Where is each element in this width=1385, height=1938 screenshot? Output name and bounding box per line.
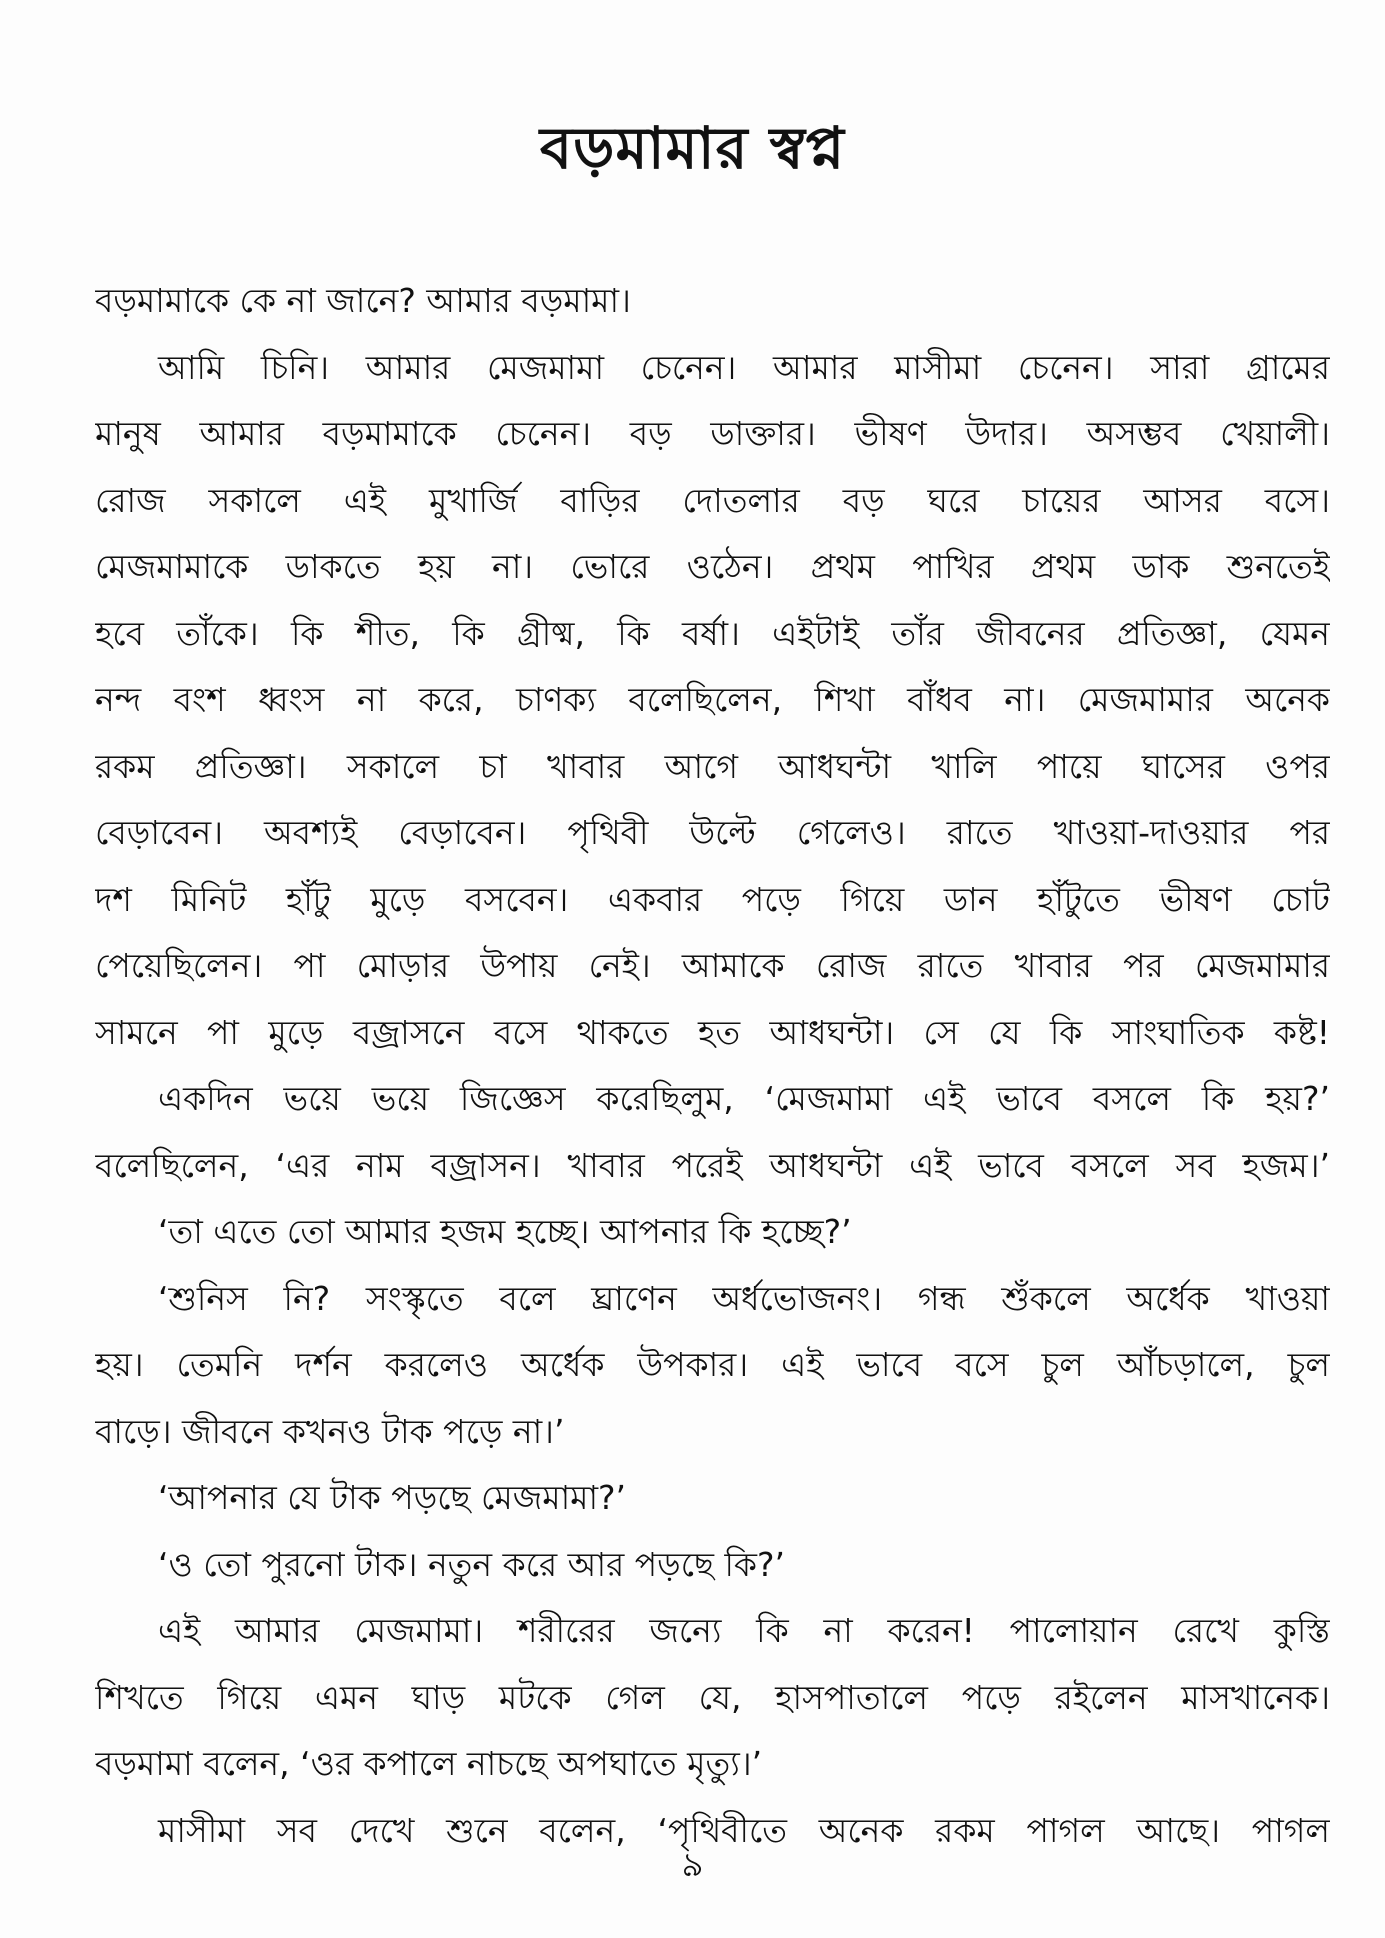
text-line: ‘শুনিস নি? সংস্কৃতে বলে ঘ্রাণেন অর্ধভোজনং। গন্ধ শুঁকলে অর্ধেক খাওয়া bbox=[158, 1278, 1330, 1318]
text-line: মাসীমা সব দেখে শুনে বলেন, ‘পৃথিবীতে অনেক রকম পাগল আছে। পাগল bbox=[158, 1810, 1330, 1850]
text-line: হয়। তেমনি দর্শন করলেও অর্ধেক উপকার। এই ভাবে বসে চুল আঁচড়ালে, চুল bbox=[95, 1345, 1330, 1384]
text-line: এই আমার মেজমামা। শরীরের জন্যে কি না করেন! পালোয়ান রেখে কুস্তি bbox=[158, 1611, 1330, 1650]
text-line: বড়মামা বলেন, ‘ওর কপালে নাচছে অপঘাতে মৃত্যু।’ bbox=[95, 1744, 763, 1783]
text-line: পেয়েছিলেন। পা মোড়ার উপায় নেই। আমাকে রোজ রাতে খাবার পর মেজমামার bbox=[95, 946, 1330, 985]
text-line: সামনে পা মুড়ে বজ্রাসনে বসে থাকতে হত আধঘন্টা। সে যে কি সাংঘাতিক কষ্ট! bbox=[95, 1012, 1330, 1052]
text-line: রোজ সকালে এই মুখার্জি বাড়ির দোতলার বড় ঘরে চায়ের আসর বসে। bbox=[95, 480, 1330, 520]
text-line: একদিন ভয়ে ভয়ে জিজ্ঞেস করেছিলুম, ‘মেজমামা এই ভাবে বসলে কি হয়?’ bbox=[158, 1079, 1330, 1118]
text-line: হবে তাঁকে। কি শীত, কি গ্রীষ্ম, কি বর্ষা। এইটাই তাঁর জীবনের প্রতিজ্ঞা, যেমন bbox=[95, 613, 1330, 653]
text-line: আমি চিনি। আমার মেজমামা চেনেন। আমার মাসীমা চেনেন। সারা গ্রামের bbox=[158, 347, 1330, 387]
text-line: বেড়াবেন। অবশ্যই বেড়াবেন। পৃথিবী উল্টে গেলেও। রাতে খাওয়া-দাওয়ার পর bbox=[95, 813, 1330, 852]
text-line: ‘তা এতে তো আমার হজম হচ্ছে। আপনার কি হচ্ছে?’ bbox=[158, 1212, 852, 1251]
text-line: ‘আপনার যে টাক পড়ছে মেজমামা?’ bbox=[158, 1478, 627, 1517]
text-line: বলেছিলেন, ‘এর নাম বজ্রাসন। খাবার পরেই আধঘন্টা এই ভাবে বসলে সব হজম।’ bbox=[95, 1145, 1330, 1185]
text-line: রকম প্রতিজ্ঞা। সকালে চা খাবার আগে আধঘন্টা খালি পায়ে ঘাসের ওপর bbox=[95, 746, 1330, 786]
page-number: ৯ bbox=[681, 1845, 704, 1885]
body-text bbox=[95, 268, 1330, 1864]
text-line: বাড়ে। জীবনে কখনও টাক পড়ে না।’ bbox=[95, 1411, 565, 1451]
text-line: মানুষ আমার বড়মামাকে চেনেন। বড় ডাক্তার। ভীষণ উদার। অসম্ভব খেয়ালী। bbox=[95, 414, 1330, 453]
text-line: মেজমামাকে ডাকতে হয় না। ভোরে ওঠেন। প্রথম পাখির প্রথম ডাক শুনতেই bbox=[95, 547, 1330, 586]
text-line: নন্দ বংশ ধ্বংস না করে, চাণক্য বলেছিলেন, শিখা বাঁধব না। মেজমামার অনেক bbox=[95, 680, 1330, 719]
text-line: দশ মিনিট হাঁটু মুড়ে বসবেন। একবার পড়ে গিয়ে ডান হাঁটুতে ভীষণ চোট bbox=[95, 879, 1330, 919]
text-line: বড়মামাকে কে না জানে? আমার বড়মামা। bbox=[95, 281, 631, 320]
text-line: শিখতে গিয়ে এমন ঘাড় মটকে গেল যে, হাসপাতালে পড়ে রইলেন মাসখানেক। bbox=[95, 1677, 1330, 1717]
text-line: ‘ও তো পুরনো টাক। নতুন করে আর পড়ছে কি?’ bbox=[158, 1544, 785, 1584]
chapter-title: বড়মামার স্বপ্ন bbox=[539, 114, 846, 182]
